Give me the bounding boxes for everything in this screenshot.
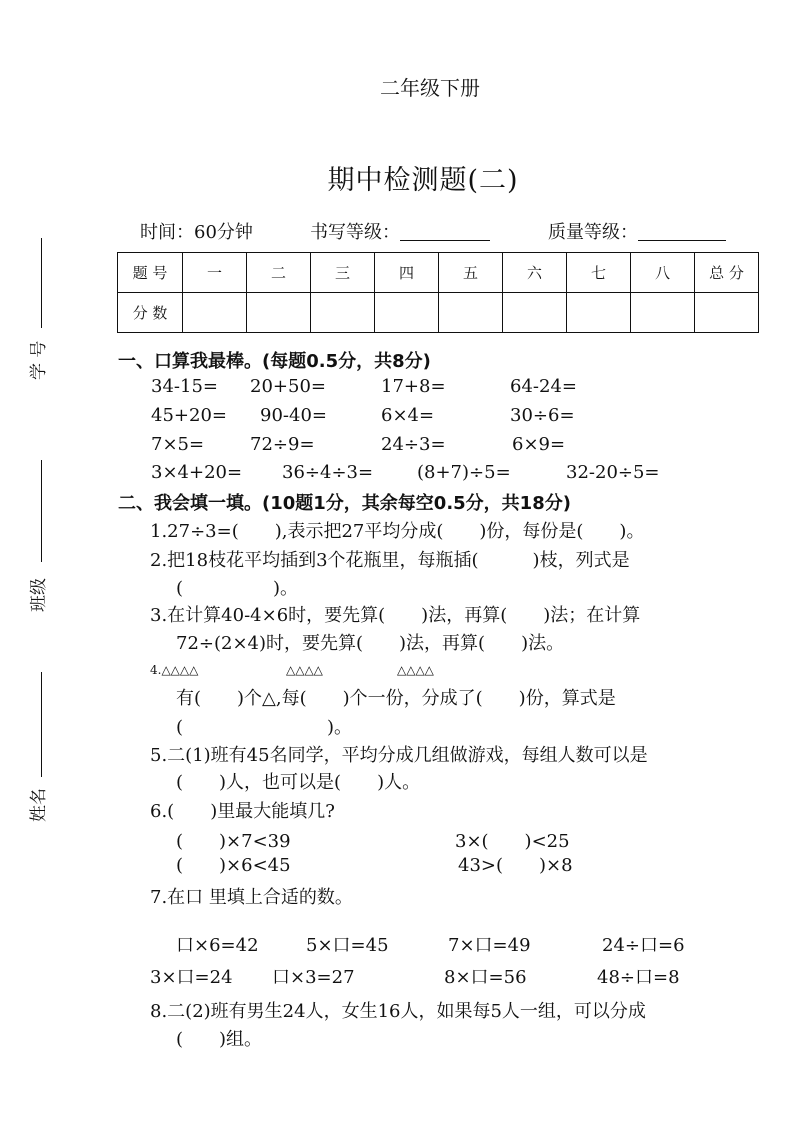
score-cell-q7: 七 — [567, 253, 631, 293]
question-6-item: ( )×6<45 — [176, 855, 291, 876]
question-4-triangles: 4.△△△△ — [150, 663, 199, 677]
question-7-item: 8×口=56 — [444, 967, 527, 988]
question-6-item: 3×( )<25 — [455, 831, 570, 852]
score-cell-q4: 四 — [375, 253, 439, 293]
score-input[interactable] — [375, 293, 439, 333]
score-cell-q1: 一 — [183, 253, 247, 293]
question-6-item: ( )×7<39 — [176, 831, 291, 852]
oral-item: 6×4= — [381, 405, 435, 426]
class-line — [41, 460, 42, 562]
question-4: 有( )个△,每( )个一份，分成了( )份，算式是 — [176, 688, 616, 709]
question-4-triangles: △△△△ — [286, 663, 323, 677]
oral-item: 6×9= — [512, 434, 566, 455]
score-cell-total: 总 分 — [695, 253, 759, 293]
writing-grade-text: 书写等级： — [310, 222, 400, 243]
question-7-item: 24÷口=6 — [602, 935, 685, 956]
question-4-triangles: △△△△ — [397, 663, 434, 677]
score-cell-q2: 二 — [247, 253, 311, 293]
score-input[interactable] — [247, 293, 311, 333]
oral-item: 72÷9= — [250, 434, 315, 455]
class-label: 班级 — [29, 578, 49, 612]
score-table — [117, 252, 759, 333]
section-1-heading: 一、口算我最棒。(每题0.5分，共8分) — [118, 351, 431, 372]
score-input[interactable] — [503, 293, 567, 333]
question-7-item: 48÷口=8 — [597, 967, 680, 988]
name-line — [41, 672, 42, 777]
score-input[interactable] — [567, 293, 631, 333]
question-5-cont: ( )人，也可以是( )人。 — [176, 772, 421, 793]
oral-item: 3×4+20= — [151, 462, 243, 483]
question-7-item: 口×6=42 — [176, 935, 259, 956]
score-input[interactable] — [311, 293, 375, 333]
oral-item: 34-15= — [151, 376, 218, 397]
score-table-header-row — [118, 253, 759, 293]
quality-grade-label — [548, 218, 726, 244]
question-3: 3.在计算40-4×6时，要先算( )法，再算( )法；在计算 — [150, 605, 641, 626]
oral-item: 17+8= — [381, 376, 446, 397]
question-7-item: 口×3=27 — [272, 967, 355, 988]
quality-grade-blank[interactable] — [638, 222, 726, 241]
student-no-line — [41, 238, 42, 328]
score-cell-q8: 八 — [631, 253, 695, 293]
oral-item: 45+20= — [151, 405, 227, 426]
question-7-item: 5×口=45 — [306, 935, 389, 956]
time-label: 时间：60分钟 — [140, 222, 253, 243]
score-input[interactable] — [695, 293, 759, 333]
score-table-score-row — [118, 293, 759, 333]
oral-item: 7×5= — [151, 434, 205, 455]
page-title: 期中检测题(二) — [327, 165, 519, 196]
score-row-label: 分 数 — [118, 293, 183, 333]
oral-item: (8+7)÷5= — [417, 462, 511, 483]
quality-grade-text: 质量等级： — [548, 222, 638, 243]
oral-item: 24÷3= — [381, 434, 446, 455]
oral-item: 90-40= — [260, 405, 327, 426]
score-cell-label: 题 号 — [118, 253, 183, 293]
question-6: 6.( )里最大能填几? — [150, 801, 335, 822]
writing-grade-blank[interactable] — [400, 222, 490, 241]
oral-item: 20+50= — [250, 376, 326, 397]
question-3-cont: 72÷(2×4)时，要先算( )法，再算( )法。 — [176, 633, 565, 654]
question-2: 2.把18枝花平均插到3个花瓶里，每瓶插( )枝，列式是 — [150, 550, 630, 571]
writing-grade-label — [310, 218, 490, 244]
score-input[interactable] — [631, 293, 695, 333]
oral-item: 30÷6= — [510, 405, 575, 426]
score-cell-q3: 三 — [311, 253, 375, 293]
section-2-heading: 二、我会填一填。(10题1分，其余每空0.5分，共18分) — [118, 493, 571, 514]
question-8-answer: ( )组。 — [176, 1029, 263, 1050]
score-input[interactable] — [183, 293, 247, 333]
student-no-label: 学 号 — [29, 340, 49, 380]
question-5: 5.二(1)班有45名同学，平均分成几组做游戏，每组人数可以是 — [150, 745, 648, 766]
question-7-item: 7×口=49 — [448, 935, 531, 956]
question-7: 7.在口 里填上合适的数。 — [150, 887, 353, 908]
question-7-item: 3×口=24 — [150, 967, 233, 988]
question-2-answer: ( )。 — [176, 578, 299, 599]
name-label: 姓名 — [29, 788, 49, 822]
question-6-item: 43>( )×8 — [458, 855, 573, 876]
oral-item: 32-20÷5= — [566, 462, 660, 483]
score-cell-q5: 五 — [439, 253, 503, 293]
score-input[interactable] — [439, 293, 503, 333]
oral-item: 64-24= — [510, 376, 577, 397]
grade-label: 二年级下册 — [380, 76, 480, 100]
question-1: 1.27÷3=( ),表示把27平均分成( )份，每份是( )。 — [150, 521, 645, 542]
question-8: 8.二(2)班有男生24人，女生16人，如果每5人一组，可以分成 — [150, 1001, 646, 1022]
oral-item: 36÷4÷3= — [282, 462, 374, 483]
score-cell-q6: 六 — [503, 253, 567, 293]
question-4-answer: ( )。 — [176, 717, 353, 738]
